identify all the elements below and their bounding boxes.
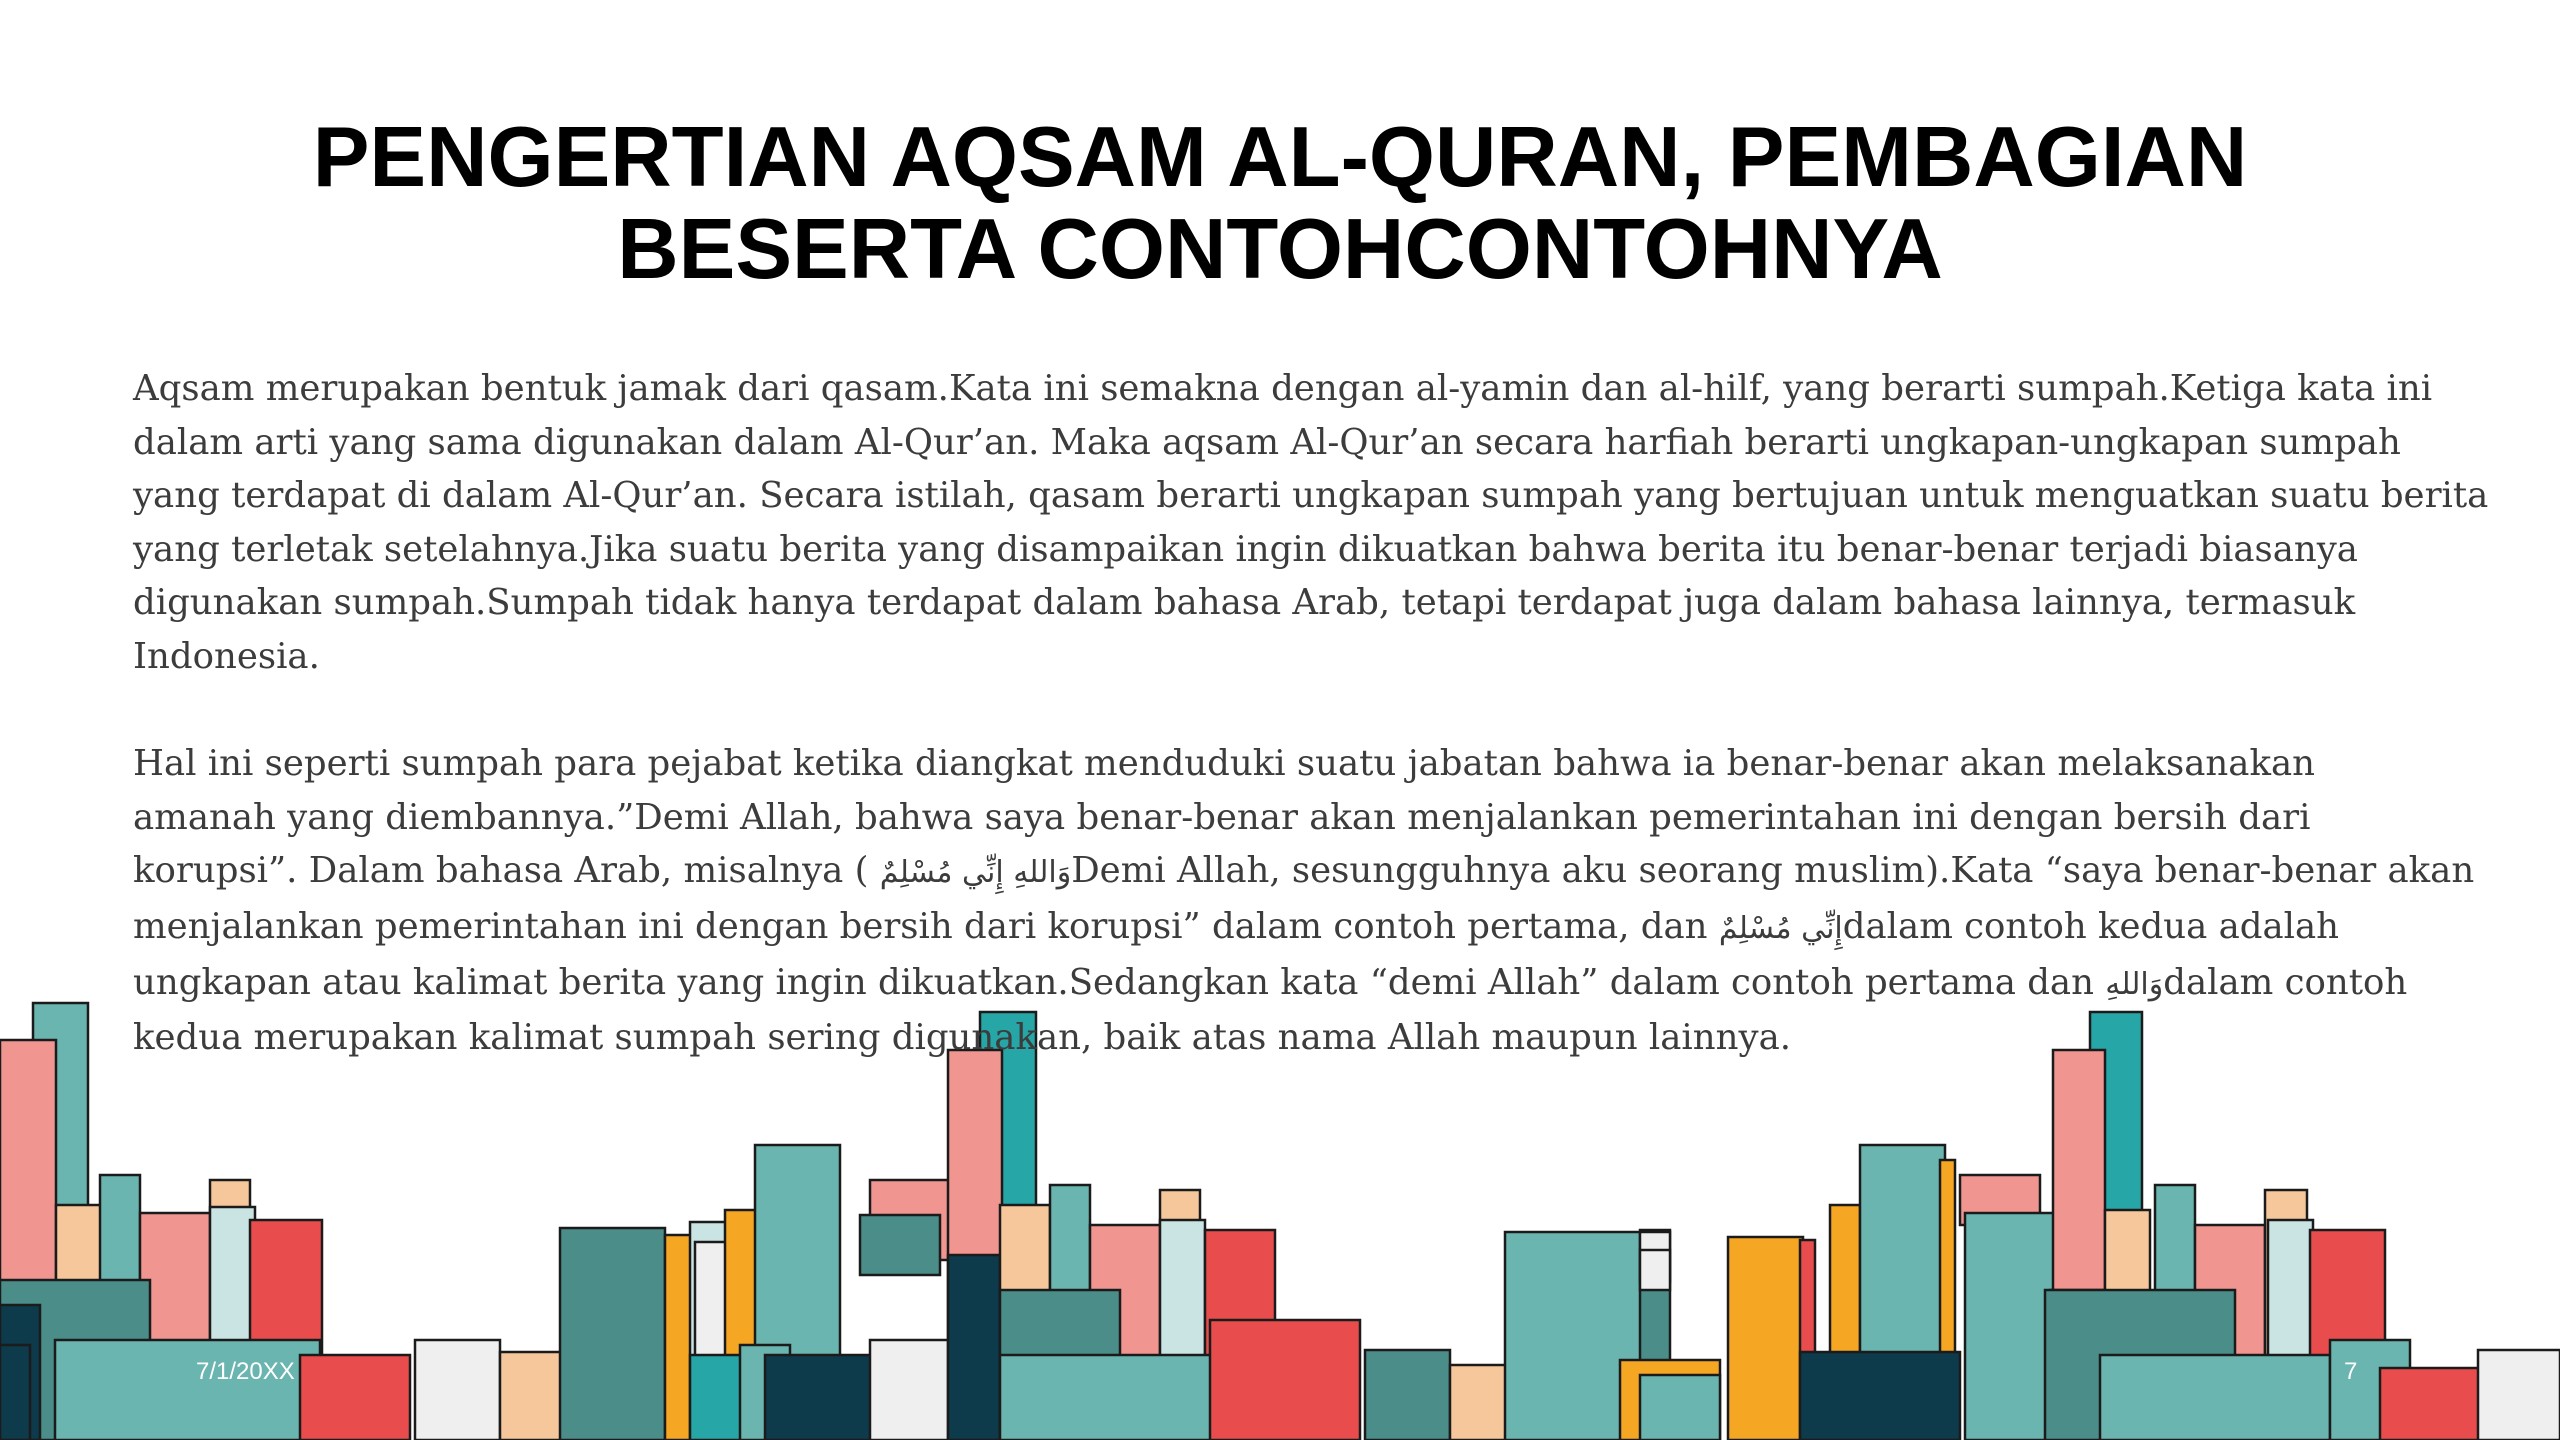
- p2-line-1: Hal ini seperti sumpah para pejabat ketika diangkat menduduki suatu jabatan bahwa ia benar-benar akan melaksanakan: [133, 743, 2315, 785]
- p2-line-4-b: dalam contoh kedua adalah: [1842, 905, 2340, 947]
- skyline-building: [1450, 1365, 1510, 1440]
- p2-line-5-a: ungkapan atau kalimat berita yang ingin dikuatkan.Sedangkan kata “demi Allah” dalam contoh pertama dan: [133, 961, 2106, 1003]
- skyline-building: [1728, 1237, 1803, 1440]
- p1-line-4: yang terletak setelahnya.Jika suatu berita yang disampaikan ingin dikuatkan bahwa berita itu benar-benar terjadi biasanya: [133, 528, 2358, 570]
- skyline-building: [415, 1340, 500, 1440]
- p2-line-3: [133, 844, 2475, 900]
- p1-line-1: Aqsam merupakan bentuk jamak dari qasam.Kata ini semakna dengan al-yamin dan al-hilf, yang berarti sumpah.Ketiga kata ini: [133, 368, 2433, 409]
- skyline-building: [765, 1355, 875, 1440]
- skyline-building: [300, 1355, 410, 1440]
- body-text: [133, 362, 2489, 1065]
- skyline-building: [1365, 1350, 1450, 1440]
- skyline-building: [1210, 1320, 1360, 1440]
- skyline-building: [55, 1340, 320, 1440]
- p1-line-2: dalam arti yang sama digunakan dalam Al-Qur’an. Maka aqsam Al-Qur’an secara harfiah berarti ungkapan-ungkapan sumpah: [133, 421, 2401, 463]
- title-line-1: PENGERTIAN AQSAM AL-QURAN, PEMBAGIAN: [312, 110, 2248, 205]
- paragraph-gap: [133, 684, 2443, 738]
- p2-line-3-a: korupsi”. Dalam bahasa Arab, misalnya (: [133, 850, 880, 892]
- p2-line-3-b: Demi Allah, sesungguhnya aku seorang muslim).Kata “saya benar-benar akan: [1071, 850, 2475, 892]
- skyline-building: [870, 1340, 950, 1440]
- skyline-building: [2100, 1355, 2330, 1440]
- skyline-building: [0, 1345, 30, 1440]
- skyline-building: [1800, 1352, 1960, 1440]
- skyline-building: [860, 1215, 940, 1275]
- p2-line-5: [133, 956, 2443, 1012]
- skyline-building: [1965, 1213, 2055, 1440]
- slide-title: [120, 112, 2440, 296]
- skyline-building: [560, 1228, 665, 1440]
- p2-line-5-b: dalam contoh: [2163, 961, 2408, 1003]
- skyline-building: [1000, 1355, 1215, 1440]
- skyline-building: [2478, 1350, 2560, 1440]
- p1-line-6: Indonesia.: [133, 635, 320, 677]
- p2-line-4: [133, 900, 2443, 956]
- p1-line-5: digunakan sumpah.Sumpah tidak hanya terdapat dalam bahasa Arab, tetapi terdapat juga dalam bahasa lainnya, termasuk: [133, 582, 2356, 624]
- skyline-building: [500, 1352, 565, 1440]
- skyline-building: [948, 1255, 1000, 1440]
- arabic-muslim-phrase: إِنِّي مُسْلِمٌ: [1718, 910, 1843, 946]
- arabic-oath-phrase: وَاللهِ إِنِّي مُسْلِمٌ: [879, 855, 1072, 891]
- arabic-wallahi-word: وَاللهِ: [2105, 966, 2164, 1002]
- skyline-building: [2380, 1368, 2480, 1440]
- footer-page-number: 7: [2344, 1358, 2358, 1385]
- p1-line-3: yang terdapat di dalam Al-Qur’an. Secara istilah, qasam berarti ungkapan sumpah yang bertujuan untuk menguatkan suatu berita: [133, 475, 2489, 517]
- skyline-building: [1640, 1375, 1720, 1440]
- title-line-2: BESERTA CONTOHCONTOHNYA: [617, 202, 1943, 297]
- p2-line-4-a: menjalankan pemerintahan ini dengan bersih dari korupsi” dalam contoh pertama, dan: [133, 905, 1719, 947]
- skyline-building: [1640, 1250, 1670, 1290]
- p2-line-2: amanah yang diembannya.”Demi Allah, bahwa saya benar-benar akan menjalankan pemerintahan ini dengan bersih dari: [133, 796, 2311, 838]
- p2-line-6: kedua merupakan kalimat sumpah sering digunakan, baik atas nama Allah maupun lainnya.: [133, 1017, 1792, 1059]
- footer-date: 7/1/20XX: [196, 1358, 295, 1385]
